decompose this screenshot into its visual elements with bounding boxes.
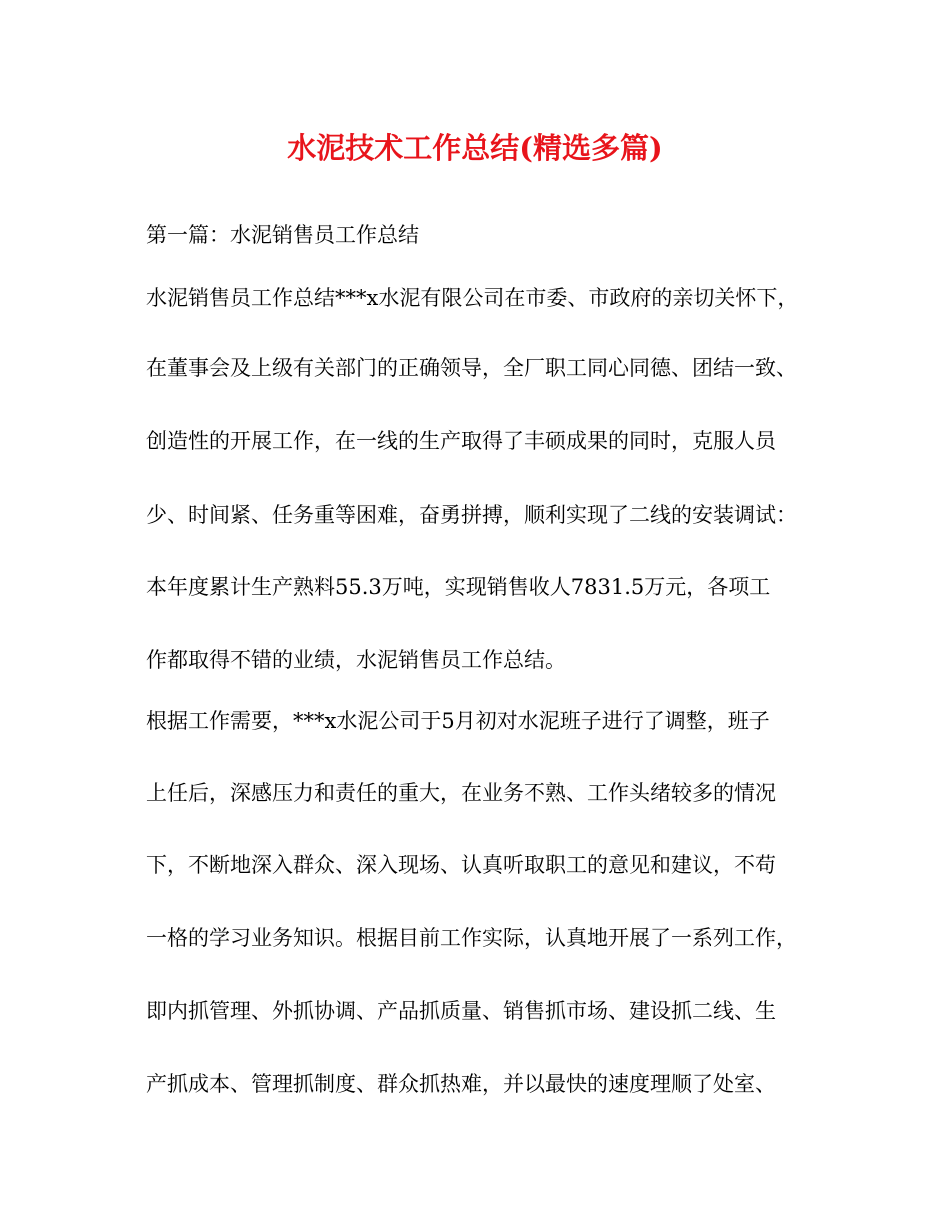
text-line: 下，不断地深入群众、深入现场、认真听取职工的意见和建议，不苟 xyxy=(146,853,776,877)
text-line: 即内抓管理、外抓协调、产品抓质量、销售抓市场、建设抓二线、生 xyxy=(146,999,776,1023)
text-line: 作都取得不错的业绩，水泥销售员工作总结。 xyxy=(146,648,566,672)
document-title: 水泥技术工作总结(精选多篇) xyxy=(287,131,663,165)
text-line: 一格的学习业务知识。根据目前工作实际，认真地开展了一系列工作， xyxy=(146,926,797,950)
text-line: 创造性的开展工作，在一线的生产取得了丰硕成果的同时，克服人员 xyxy=(146,429,776,453)
section-heading: 第一篇：水泥销售员工作总结 xyxy=(146,223,419,247)
text-line: 在董事会及上级有关部门的正确领导，全厂职工同心同德、团结一致、 xyxy=(146,356,797,380)
text-line: 水泥销售员工作总结***x水泥有限公司在市委、市政府的亲切关怀下， xyxy=(146,286,799,310)
text-line: 本年度累计生产熟料55.3万吨，实现销售收人7831.5万元，各项工 xyxy=(146,575,771,599)
text-line: 少、时间紧、任务重等困难，奋勇拼搏，顺利实现了二线的安装调试： xyxy=(146,503,797,527)
text-line: 上任后，深感压力和责任的重大，在业务不熟、工作头绪较多的情况 xyxy=(146,781,776,805)
text-line: 根据工作需要，***x水泥公司于5月初对水泥班子进行了调整，班子 xyxy=(146,709,770,733)
text-line: 产抓成本、管理抓制度、群众抓热难，并以最快的速度理顺了处室、 xyxy=(146,1072,776,1096)
